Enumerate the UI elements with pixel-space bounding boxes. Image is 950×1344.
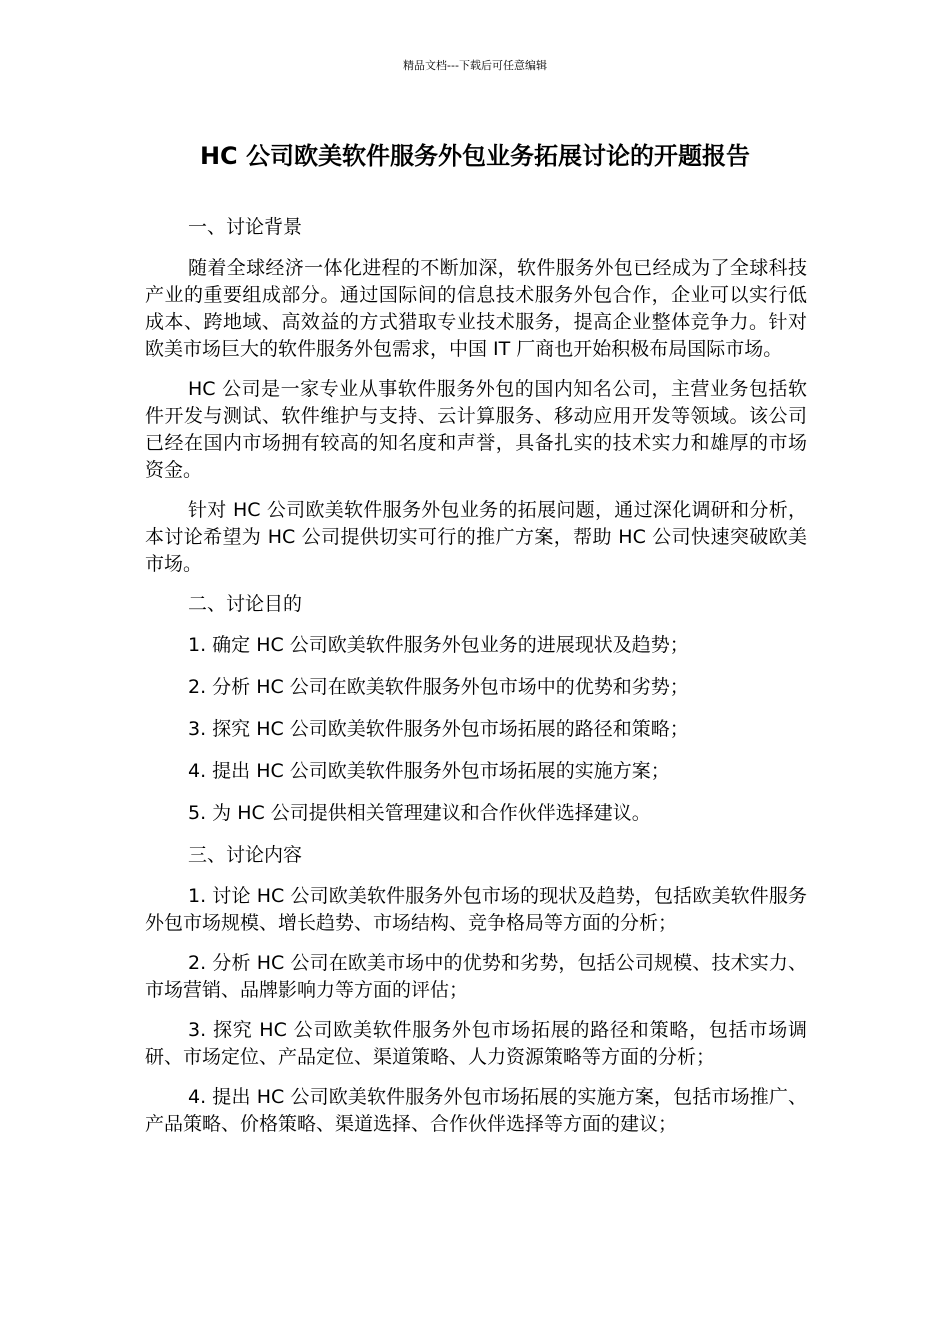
header-note: 精品文档---下载后可任意编辑 — [403, 59, 547, 72]
purpose-item-4: 4. 提出 HC 公司欧美软件服务外包市场拓展的实施方案； — [188, 760, 670, 782]
background-paragraph-1: 随着全球经济一体化进程的不断加深，软件服务外包已经成为了全球科技产业的重要组成部分。通过国际间的信息技术服务外包合作，企业可以实行低成本、跨地域、高效益的方式猎取专业技术服务，提高企业整体竞争力。针对欧美市场巨大的软件服务外包需求，中国 IT 厂商也开始积极布局国际市场。 — [145, 257, 807, 360]
section-heading-content: 三、讨论内容 — [188, 844, 303, 866]
content-item-1: 1. 讨论 HC 公司欧美软件服务外包市场的现状及趋势，包括欧美软件服务外包市场规模、增长趋势、市场结构、竞争格局等方面的分析； — [145, 885, 807, 934]
purpose-item-1: 1. 确定 HC 公司欧美软件服务外包业务的进展现状及趋势； — [188, 634, 689, 656]
content-item-2: 2. 分析 HC 公司在欧美市场中的优势和劣势，包括公司规模、技术实力、市场营销、品牌影响力等方面的评估； — [145, 952, 807, 1001]
content-item-3: 3. 探究 HC 公司欧美软件服务外包市场拓展的路径和策略，包括市场调研、市场定位、产品定位、渠道策略、人力资源策略等方面的分析； — [145, 1019, 807, 1068]
purpose-item-3: 3. 探究 HC 公司欧美软件服务外包市场拓展的路径和策略； — [188, 718, 689, 740]
document-body — [145, 214, 807, 1151]
section-heading-background: 一、讨论背景 — [188, 216, 303, 238]
background-paragraph-2: HC 公司是一家专业从事软件服务外包的国内知名公司，主营业务包括软件开发与测试、软件维护与支持、云计算服务、移动应用开发等领域。该公司已经在国内市场拥有较高的知名度和声誉，具备扎实的技术实力和雄厚的市场资金。 — [145, 378, 807, 481]
content-item-4: 4. 提出 HC 公司欧美软件服务外包市场拓展的实施方案，包括市场推广、产品策略、价格策略、渠道选择、合作伙伴选择等方面的建议； — [145, 1086, 807, 1135]
document-title: HC 公司欧美软件服务外包业务拓展讨论的开题报告 — [199, 142, 751, 170]
background-paragraph-3: 针对 HC 公司欧美软件服务外包业务的拓展问题，通过深化调研和分析，本讨论希望为 HC 公司提供切实可行的推广方案，帮助 HC 公司快速突破欧美市场。 — [145, 499, 807, 575]
purpose-item-5: 5. 为 HC 公司提供相关管理建议和合作伙伴选择建议。 — [188, 802, 651, 824]
purpose-item-2: 2. 分析 HC 公司在欧美软件服务外包市场中的优势和劣势； — [188, 676, 689, 698]
section-heading-purpose: 二、讨论目的 — [188, 593, 303, 615]
